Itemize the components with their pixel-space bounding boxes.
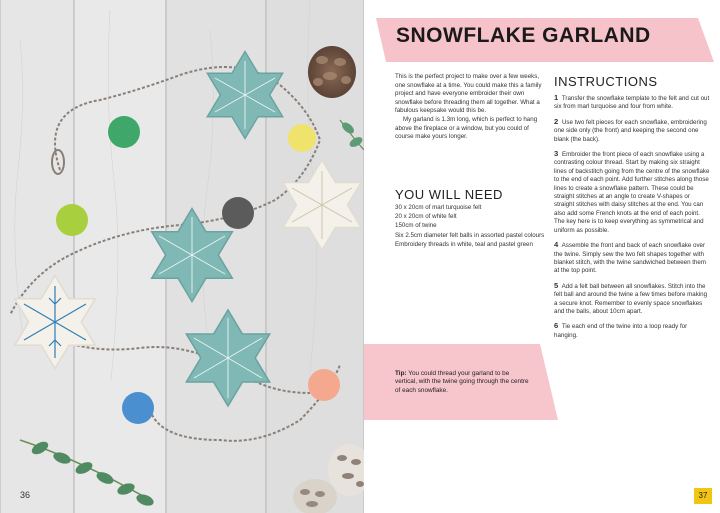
- step-number: 2: [554, 116, 559, 126]
- material-item: Embroidery threads in white, teal and pastel green: [395, 240, 533, 248]
- page-title: SNOWFLAKE GARLAND: [396, 24, 651, 47]
- instruction-step: [554, 241, 710, 276]
- instruction-steps: [554, 94, 710, 346]
- step-text: Embroider the front piece of each snowflake using a contrasting colour thread. Start by making six straight lines of backstitch going from the centre of the snowflake to the end of each point. Add further stitches along those lines to create a snowflake pattern. These could be straight stitches at an angle to create V-shapes or straight stitches with daisy stitches at the end. You can also add some French knots at the end of each point. The key here is to keep everything as symmetrical and uniform as possible.: [554, 151, 710, 234]
- material-item: Six 2.5cm diameter felt balls in assorted pastel colours: [395, 231, 545, 239]
- step-number: 3: [554, 149, 559, 159]
- tip-box: [364, 344, 558, 420]
- felt-ball-lime: [56, 204, 88, 236]
- intro-paragraph: My garland is 1.3m long, which is perfect to hang above the fireplace or a window, but you could of course make yours longer.: [395, 115, 538, 141]
- instruction-step: [554, 322, 710, 340]
- step-text: Use two felt pieces for each snowflake, embroidering one side only (the front) and keeping the second one blank (the back).: [554, 118, 707, 143]
- material-item: 150cm of twine: [395, 222, 437, 230]
- step-text: Tie each end of the twine into a loop ready for hanging.: [554, 323, 688, 339]
- step-text: Transfer the snowflake template to the felt and cut out six from marl turquoise and four from white.: [554, 95, 710, 111]
- step-number: 1: [554, 93, 559, 102]
- intro-paragraph: This is the perfect project to make over a few weeks, one snowflake at a time. You could make this a family project and have everyone embroider their own snowflake before threading them all together. What a fabulous keepsake would this be.: [395, 73, 542, 115]
- felt-ball-peach: [308, 369, 340, 401]
- step-number: 6: [554, 321, 559, 331]
- instructions-heading: INSTRUCTIONS: [554, 74, 658, 89]
- materials-list: [395, 203, 555, 249]
- pine-cone: [308, 46, 356, 98]
- instruction-step: [554, 282, 710, 317]
- felt-ball-grey: [222, 197, 254, 229]
- page-number-right: 37: [694, 488, 712, 504]
- felt-ball-green: [108, 116, 140, 148]
- step-text: Assemble the front and back of each snowflake over the twine. Simply sew the two felt shapes together with blanket stitch, with the twine sandwiched between them at the top point.: [554, 242, 707, 275]
- instruction-step: [554, 94, 710, 112]
- instruction-step: [554, 118, 710, 144]
- title-banner: [376, 18, 714, 62]
- intro-text: [395, 73, 543, 142]
- felt-ball-blue: [122, 392, 154, 424]
- step-text: Add a felt ball between all snowflakes. Stitch into the felt ball and around the twine a few times before making a secure knot. Remember to evenly space snowflakes and the balls, about 10cm apart.: [554, 282, 708, 315]
- material-item: 20 x 20cm of white felt: [395, 213, 457, 221]
- step-number: 4: [554, 240, 559, 250]
- instruction-step: [554, 150, 710, 235]
- material-item: 30 x 20cm of marl turquoise felt: [395, 204, 482, 211]
- you-will-need-heading: YOU WILL NEED: [395, 187, 503, 202]
- page-number-left: 36: [20, 490, 31, 500]
- tip-body: You could thread your garland to be vertical, with the twine going through the centre of each snowflake.: [395, 370, 529, 394]
- instruction-page: [364, 0, 720, 513]
- felt-ball-yellow: [288, 124, 316, 152]
- tip-text: [395, 370, 533, 395]
- step-number: 5: [554, 280, 559, 290]
- tip-label: Tip:: [395, 370, 407, 377]
